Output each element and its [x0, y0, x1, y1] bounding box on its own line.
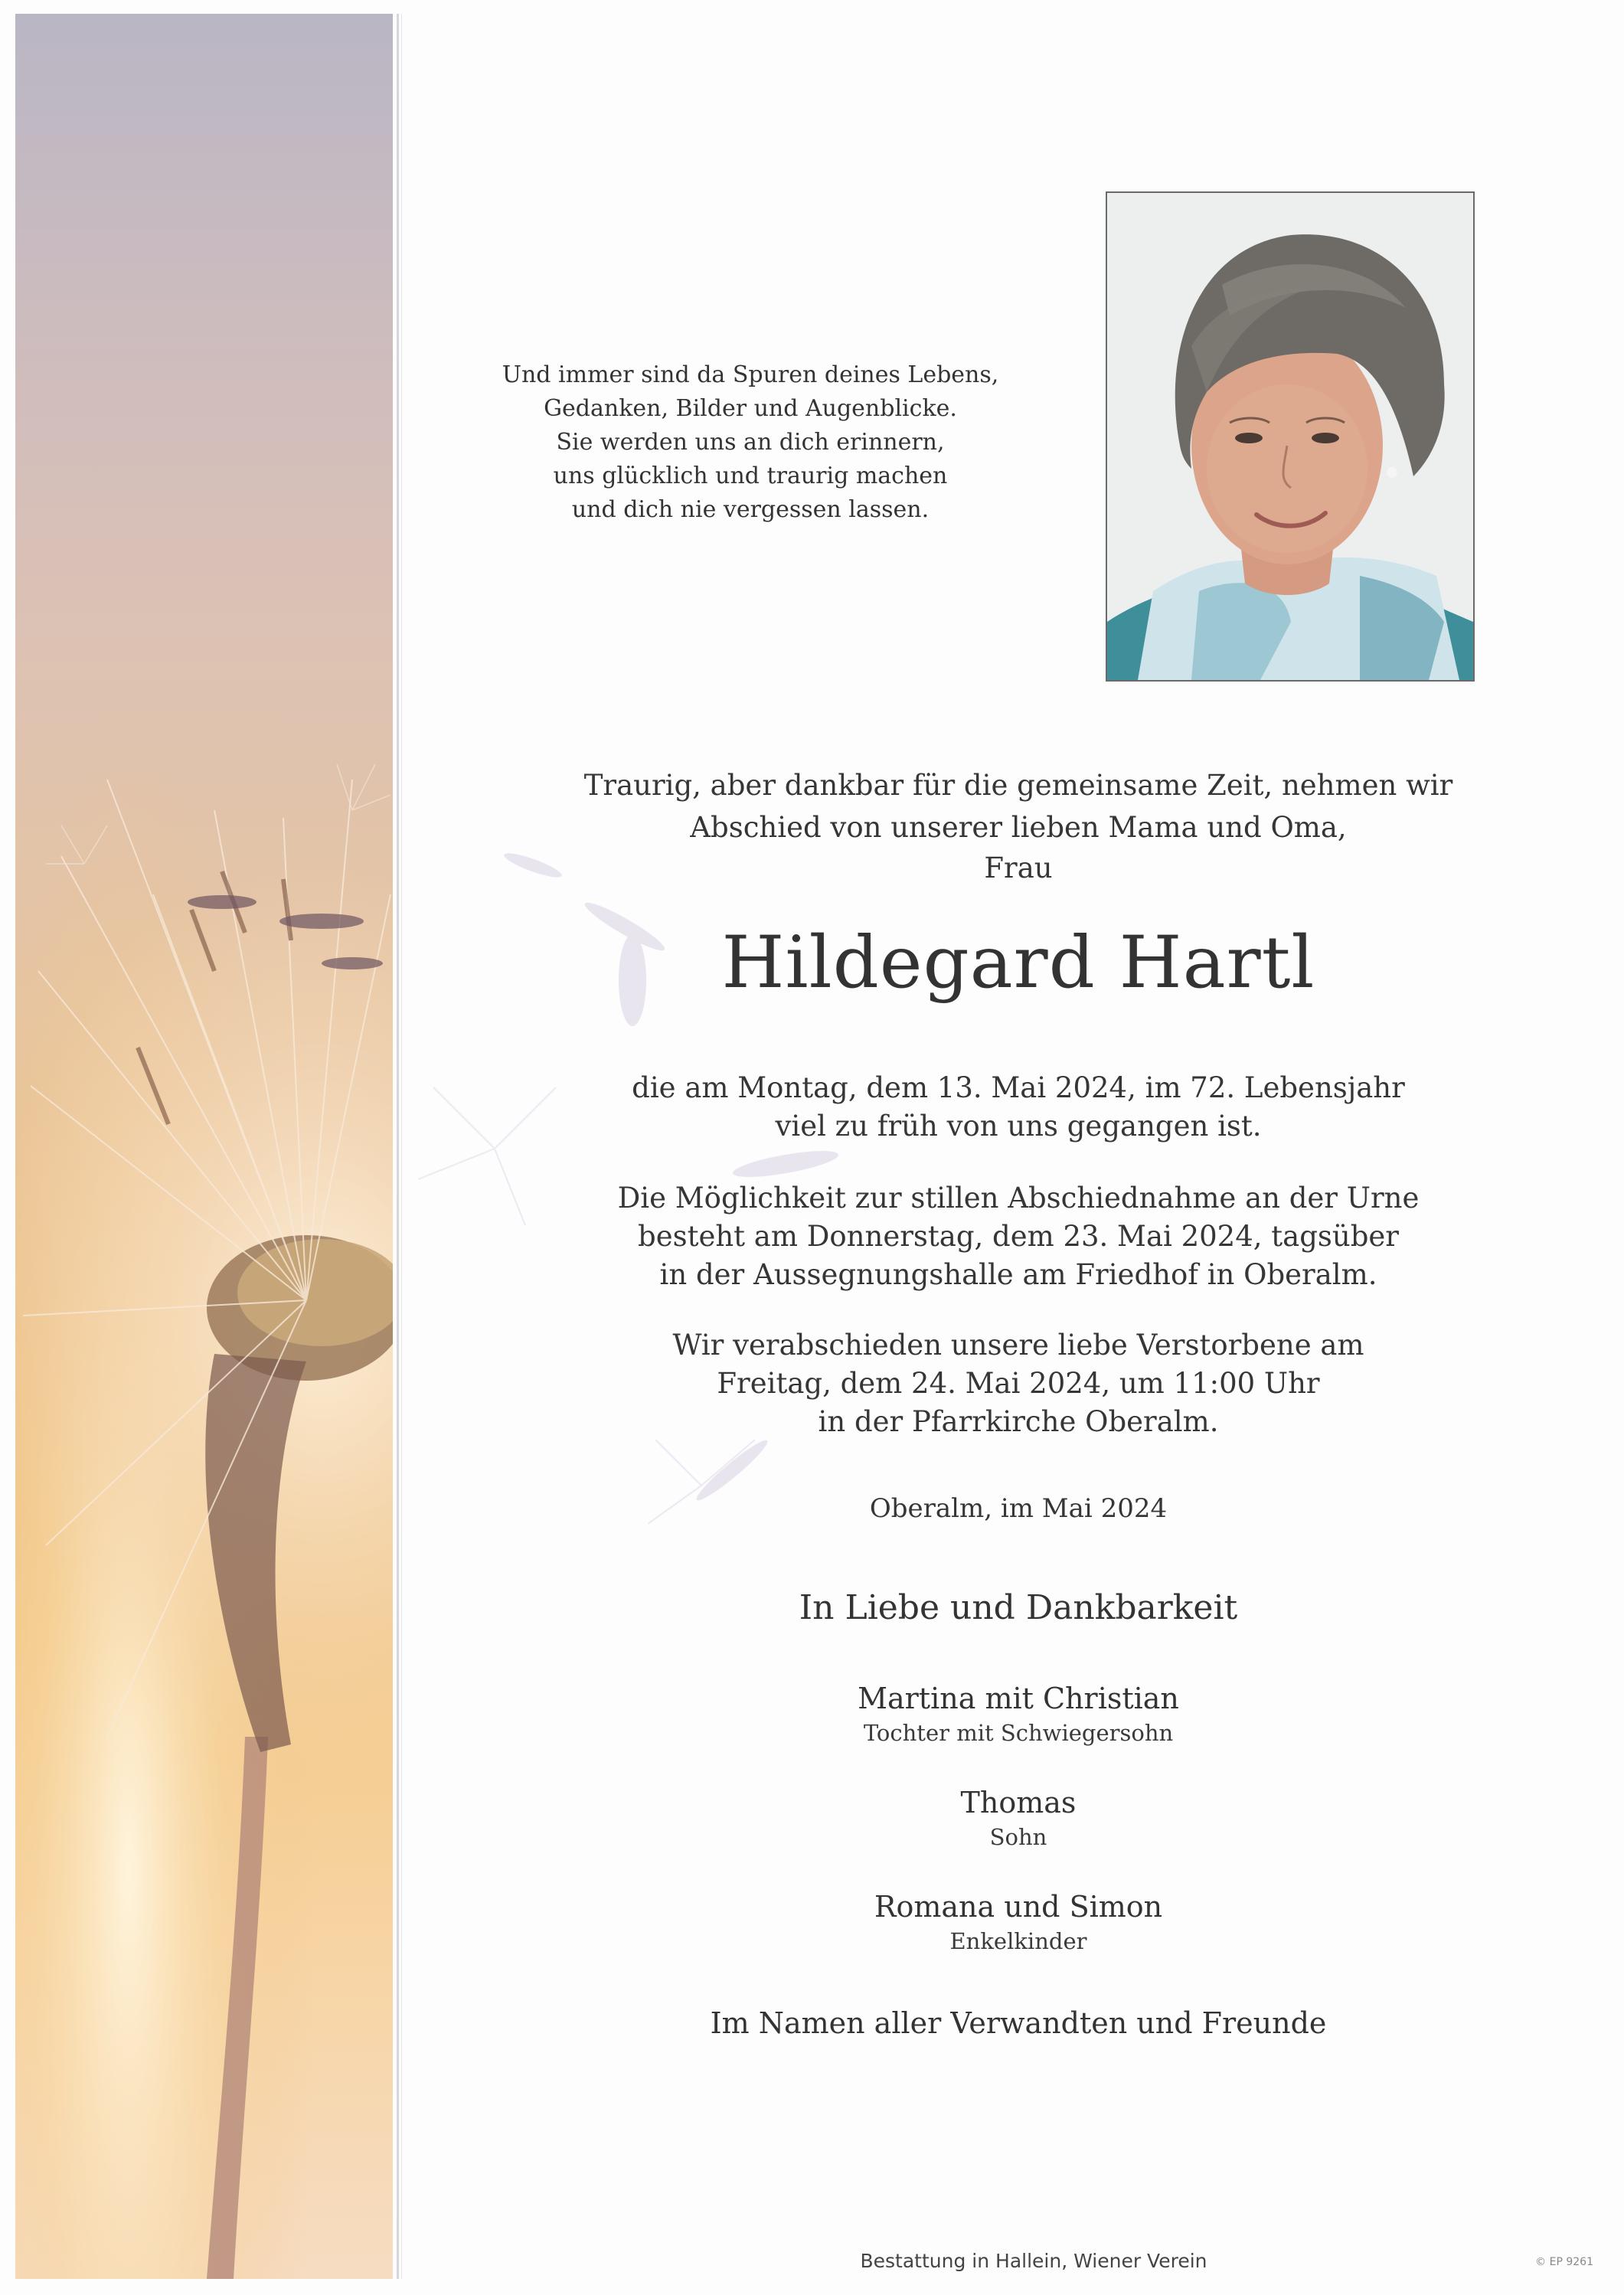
- viewing-line: besteht am Donnerstag, dem 23. Mai 2024, tagsüber: [638, 1220, 1399, 1253]
- relative-role: Tochter mit Schwiegersohn: [863, 1720, 1174, 1746]
- poem-line: und dich nie vergessen lassen.: [571, 496, 930, 523]
- relative-name: Romana und Simon: [874, 1890, 1163, 1924]
- viewing-notice: [413, 1179, 1623, 1294]
- service-line: Wir verabschieden unsere liebe Verstorbene am: [672, 1329, 1364, 1362]
- intro-line: Abschied von unserer lieben Mama und Oma,: [690, 811, 1347, 844]
- death-notice: [413, 1069, 1623, 1146]
- vertical-divider: [397, 14, 399, 2279]
- death-notice-line: die am Montag, dem 13. Mai 2024, im 72. Lebensjahr: [632, 1071, 1405, 1104]
- poem-line: Gedanken, Bilder und Augenblicke.: [544, 395, 957, 422]
- relative-role: Enkelkinder: [949, 1928, 1087, 1954]
- love-line: In Liebe und Dankbarkeit: [799, 1588, 1238, 1627]
- product-code: © EP 9261: [1535, 2256, 1593, 2268]
- poem-line: Und immer sind da Spuren deines Lebens,: [502, 361, 999, 388]
- vertical-divider-thin: [401, 14, 402, 2279]
- place-date: Oberalm, im Mai 2024: [869, 1493, 1168, 1524]
- portrait-illustration: [1107, 193, 1473, 680]
- dandelion-image: [15, 14, 393, 2279]
- poem-line: uns glücklich und traurig machen: [553, 463, 948, 489]
- service-line: Freitag, dem 24. Mai 2024, um 11:00 Uhr: [717, 1367, 1320, 1400]
- dandelion-illustration: [15, 14, 393, 2279]
- service-notice: [413, 1326, 1623, 1441]
- death-notice-line: viel zu früh von uns gegangen ist.: [775, 1110, 1262, 1143]
- intro-text: [413, 764, 1623, 848]
- intro-line: Traurig, aber dankbar für die gemeinsame Zeit, nehmen wir: [583, 769, 1453, 802]
- funeral-home-footer: Bestattung in Hallein, Wiener Verein: [860, 2250, 1207, 2272]
- portrait-photo: [1106, 191, 1475, 682]
- viewing-line: Die Möglichkeit zur stillen Abschiednahme an der Urne: [617, 1182, 1420, 1215]
- deceased-name: Hildegard Hartl: [721, 921, 1315, 1005]
- relative-role: Sohn: [989, 1824, 1047, 1850]
- salutation: Frau: [984, 852, 1053, 884]
- poem: [429, 358, 1072, 527]
- relative-name: Martina mit Christian: [858, 1682, 1179, 1715]
- closing-line: Im Namen aller Verwandten und Freunde: [710, 2006, 1327, 2040]
- relative-name: Thomas: [960, 1786, 1077, 1819]
- poem-line: Sie werden uns an dich erinnern,: [556, 429, 945, 456]
- viewing-line: in der Aussegnungshalle am Friedhof in Oberalm.: [659, 1258, 1377, 1291]
- service-line: in der Pfarrkirche Oberalm.: [818, 1405, 1219, 1438]
